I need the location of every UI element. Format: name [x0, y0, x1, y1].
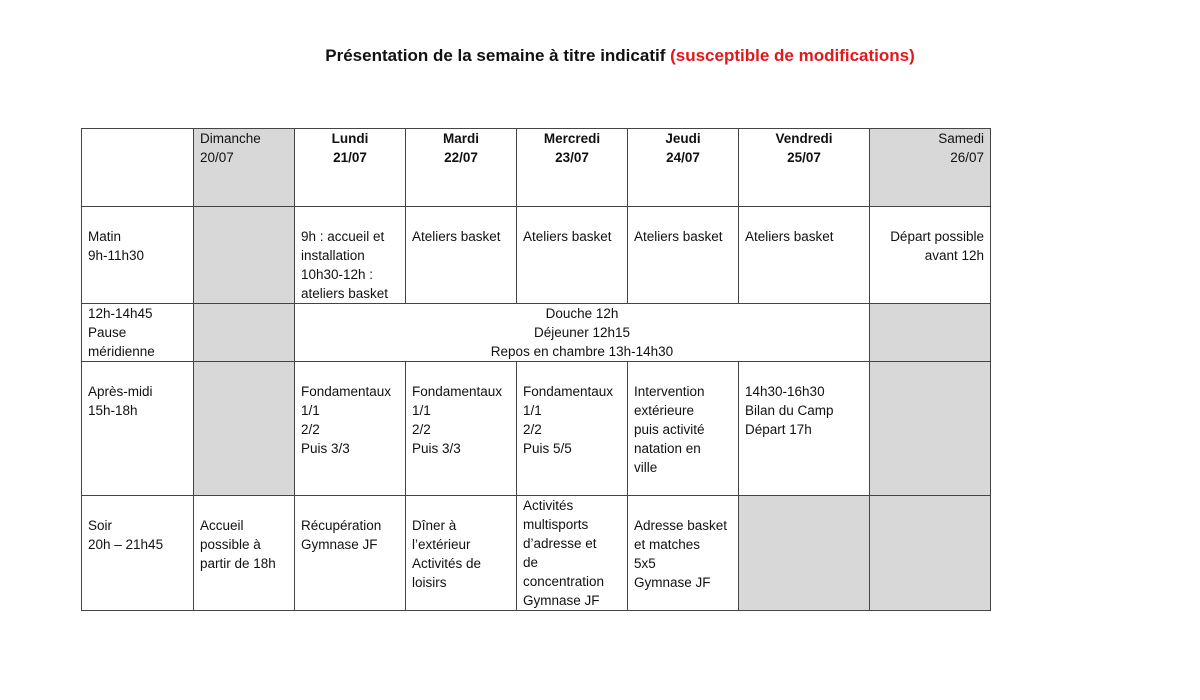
- cell-line: Gymnase JF: [523, 593, 600, 608]
- cell-matin-lundi: [295, 207, 406, 304]
- day-date: 26/07: [950, 150, 984, 165]
- cell-line: Activités: [523, 498, 574, 513]
- cell-line: ateliers basket: [301, 286, 389, 301]
- cell-line: d’adresse et: [523, 536, 597, 551]
- cell-apres-midi-mercredi: [517, 362, 628, 496]
- label-line: 15h-18h: [88, 403, 138, 418]
- day-date: 21/07: [333, 150, 367, 165]
- cell-line: Accueil: [200, 518, 244, 533]
- cell-line: Repos en chambre 13h-14h30: [490, 344, 674, 359]
- page-title: [0, 46, 1200, 66]
- day-name: Jeudi: [665, 131, 701, 146]
- cell-line: 2/2: [412, 422, 431, 437]
- title-main: Présentation de la semaine à titre indicatif: [325, 46, 666, 65]
- label-line: 20h – 21h45: [88, 537, 164, 552]
- row-label-pause: [82, 304, 194, 362]
- cell-line: Gymnase JF: [301, 537, 378, 552]
- day-date: 23/07: [555, 150, 589, 165]
- cell-matin-samedi: [870, 207, 991, 304]
- row-soir: [82, 496, 991, 611]
- cell-line: concentration: [523, 574, 605, 589]
- cell-line: Activités de: [412, 556, 482, 571]
- cell-line: Intervention: [634, 384, 705, 399]
- cell-line: ville: [634, 460, 658, 475]
- cell-line: de: [523, 555, 539, 570]
- cell-line: multisports: [523, 517, 589, 532]
- cell-line: 2/2: [523, 422, 542, 437]
- cell-line: et matches: [634, 537, 701, 552]
- cell-line: Bilan du Camp: [745, 403, 834, 418]
- cell-matin-jeudi: [628, 207, 739, 304]
- cell-line: Adresse basket: [634, 518, 728, 533]
- label-line: Matin: [88, 229, 122, 244]
- cell-line: l’extérieur: [412, 537, 471, 552]
- cell-soir-samedi: [870, 496, 991, 611]
- day-date: 20/07: [200, 150, 234, 165]
- cell-line: Ateliers basket: [412, 229, 501, 244]
- cell-line: Ateliers basket: [634, 229, 723, 244]
- cell-soir-jeudi: [628, 496, 739, 611]
- cell-line: 9h : accueil et: [301, 229, 385, 244]
- cell-line: puis activité: [634, 422, 705, 437]
- label-line: 12h-14h45: [88, 306, 153, 321]
- schedule-table: [81, 128, 991, 611]
- label-line: Pause: [88, 325, 127, 340]
- corner-cell: [82, 129, 194, 207]
- cell-line: 10h30-12h :: [301, 267, 374, 282]
- cell-line: Fondamentaux: [301, 384, 392, 399]
- cell-matin-mardi: [406, 207, 517, 304]
- day-name: Lundi: [331, 131, 369, 146]
- day-header-vendredi: [739, 129, 870, 207]
- cell-line: Gymnase JF: [634, 575, 711, 590]
- cell-matin-dimanche: [194, 207, 295, 304]
- row-apres-midi: [82, 362, 991, 496]
- cell-line: Douche 12h: [545, 306, 619, 321]
- cell-apres-midi-jeudi: [628, 362, 739, 496]
- cell-line: 1/1: [523, 403, 542, 418]
- cell-line: natation en: [634, 441, 701, 456]
- day-header-dimanche: [194, 129, 295, 207]
- cell-line: 1/1: [412, 403, 431, 418]
- cell-soir-vendredi: [739, 496, 870, 611]
- cell-soir-mercredi: [517, 496, 628, 611]
- row-pause: [82, 304, 991, 362]
- row-label-soir: [82, 496, 194, 611]
- cell-soir-lundi: [295, 496, 406, 611]
- cell-line: Fondamentaux: [412, 384, 503, 399]
- day-header-mercredi: [517, 129, 628, 207]
- cell-soir-dimanche: [194, 496, 295, 611]
- cell-line: loisirs: [412, 575, 447, 590]
- cell-pause-samedi: [870, 304, 991, 362]
- cell-line: extérieure: [634, 403, 695, 418]
- header-row: [82, 129, 991, 207]
- row-matin: [82, 207, 991, 304]
- cell-matin-vendredi: [739, 207, 870, 304]
- day-name: Vendredi: [775, 131, 833, 146]
- day-date: 25/07: [787, 150, 821, 165]
- cell-apres-midi-lundi: [295, 362, 406, 496]
- cell-line: 5x5: [634, 556, 656, 571]
- cell-soir-mardi: [406, 496, 517, 611]
- cell-line: Départ possible: [890, 229, 984, 244]
- cell-apres-midi-mardi: [406, 362, 517, 496]
- cell-line: partir de 18h: [200, 556, 276, 571]
- cell-line: 14h30-16h30: [745, 384, 825, 399]
- day-name: Dimanche: [200, 131, 261, 146]
- cell-line: Fondamentaux: [523, 384, 614, 399]
- label-line: Soir: [88, 518, 113, 533]
- title-note: (susceptible de modifications): [670, 46, 915, 65]
- cell-line: Ateliers basket: [745, 229, 834, 244]
- cell-line: Puis 5/5: [523, 441, 572, 456]
- day-name: Mardi: [442, 131, 479, 146]
- day-date: 24/07: [666, 150, 700, 165]
- row-label-apres-midi: [82, 362, 194, 496]
- day-header-mardi: [406, 129, 517, 207]
- cell-pause-merged: [295, 304, 870, 362]
- cell-pause-dimanche: [194, 304, 295, 362]
- cell-line: 1/1: [301, 403, 320, 418]
- cell-line: 2/2: [301, 422, 320, 437]
- cell-line: Dîner à: [412, 518, 457, 533]
- cell-line: avant 12h: [924, 248, 984, 263]
- cell-line: Puis 3/3: [412, 441, 461, 456]
- day-header-jeudi: [628, 129, 739, 207]
- cell-line: Ateliers basket: [523, 229, 612, 244]
- cell-line: Récupération: [301, 518, 382, 533]
- cell-apres-midi-dimanche: [194, 362, 295, 496]
- day-date: 22/07: [444, 150, 478, 165]
- label-line: Après-midi: [88, 384, 153, 399]
- cell-apres-midi-samedi: [870, 362, 991, 496]
- cell-line: Puis 3/3: [301, 441, 350, 456]
- cell-line: installation: [301, 248, 365, 263]
- label-line: 9h-11h30: [88, 248, 145, 263]
- day-header-samedi: [870, 129, 991, 207]
- cell-line: possible à: [200, 537, 261, 552]
- day-header-lundi: [295, 129, 406, 207]
- row-label-matin: [82, 207, 194, 304]
- cell-line: Déjeuner 12h15: [533, 325, 631, 340]
- label-line: méridienne: [88, 344, 155, 359]
- day-name: Mercredi: [543, 131, 601, 146]
- cell-apres-midi-vendredi: [739, 362, 870, 496]
- cell-line: Départ 17h: [745, 422, 812, 437]
- day-name: Samedi: [938, 131, 984, 146]
- cell-matin-mercredi: [517, 207, 628, 304]
